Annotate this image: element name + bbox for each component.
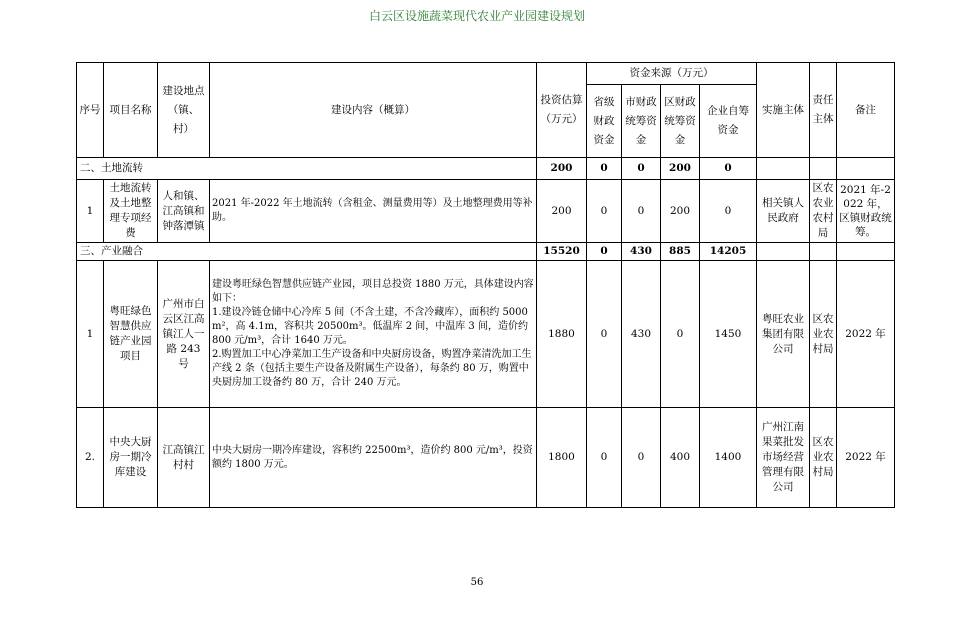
header-seq: 序号 <box>77 63 104 158</box>
section-provincial: 0 <box>587 243 622 261</box>
table-row <box>77 261 895 408</box>
cell-location: 广州市白云区江高镇江人一路 243 号 <box>158 261 210 408</box>
cell-implementer: 粤旺农业集团有限公司 <box>757 261 810 408</box>
section-enterprise: 0 <box>700 158 757 180</box>
section-label: 二、土地流转 <box>77 158 537 180</box>
page-number: 56 <box>470 577 484 588</box>
cell-seq: 1 <box>77 180 104 243</box>
section-row-industry <box>77 243 895 261</box>
section-label: 三、产业融合 <box>77 243 537 261</box>
cell-project: 中央大厨房一期冷库建设 <box>104 408 158 508</box>
cell-seq: 2. <box>77 408 104 508</box>
cell-provincial: 0 <box>587 261 622 408</box>
header-district: 区财政统筹资金 <box>661 85 700 158</box>
cell-district: 400 <box>661 408 700 508</box>
section-row-land <box>77 158 895 180</box>
cell-responsible: 区农农业农村局 <box>810 180 837 243</box>
empty-cell <box>837 243 895 261</box>
cell-project: 粤旺绿色智慧供应链产业园项目 <box>104 261 158 408</box>
header-project: 项目名称 <box>104 63 158 158</box>
empty-cell <box>837 158 895 180</box>
cell-municipal: 0 <box>622 408 661 508</box>
cell-investment: 200 <box>537 180 587 243</box>
document-title: 白云区设施蔬菜现代农业产业园建设规划 <box>368 9 585 23</box>
cell-remarks: 2022 年 <box>837 408 895 508</box>
empty-cell <box>757 158 810 180</box>
table-row <box>77 408 895 508</box>
cell-enterprise: 1450 <box>700 261 757 408</box>
cell-content: 建设粤旺绿色智慧供应链产业园，项目总投资 1880 万元，具体建设内容如下： 1.建设冷链仓储中心冷库 5 间（不含土建，不含冷藏库），面积约 5000 m²，高 4.1m，容积共 20500m³。低温库 2 间，中温库 3 间，造价约 800 元/m³，合计 1640 万元。 2.购置加工中心净菜加工生产设备和中央厨房设备，购置净菜清洗加工生产线 2 条（包括主要生产设备及附属生产设备），每条约 80 万，购置中央厨房加工设备约 80 万，合计 240 万元。 <box>210 261 537 408</box>
section-district: 200 <box>661 158 700 180</box>
header-provincial: 省级财政资金 <box>587 85 622 158</box>
cell-location: 人和镇、江高镇和钟落潭镇 <box>158 180 210 243</box>
empty-cell <box>810 158 837 180</box>
cell-provincial: 0 <box>587 180 622 243</box>
section-municipal: 430 <box>622 243 661 261</box>
header-enterprise: 企业自筹资金 <box>700 85 757 158</box>
cell-investment: 1880 <box>537 261 587 408</box>
cell-implementer: 相关镇人民政府 <box>757 180 810 243</box>
section-provincial: 0 <box>587 158 622 180</box>
budget-table <box>76 62 895 508</box>
section-investment: 200 <box>537 158 587 180</box>
header-row-1 <box>77 63 895 85</box>
cell-remarks: 2022 年 <box>837 261 895 408</box>
cell-content: 2021 年-2022 年土地流转（含租金、测量费用等）及土地整理费用等补助。 <box>210 180 537 243</box>
section-municipal: 0 <box>622 158 661 180</box>
header-content: 建设内容（概算） <box>210 63 537 158</box>
cell-provincial: 0 <box>587 408 622 508</box>
cell-location: 江高镇江村村 <box>158 408 210 508</box>
cell-responsible: 区农业农村局 <box>810 408 837 508</box>
cell-remarks: 2021 年-2022 年，区镇财政统筹。 <box>837 180 895 243</box>
table-row <box>77 180 895 243</box>
empty-cell <box>757 243 810 261</box>
cell-investment: 1800 <box>537 408 587 508</box>
section-enterprise: 14205 <box>700 243 757 261</box>
header-investment: 投资估算（万元） <box>537 63 587 158</box>
cell-project: 土地流转及土地整理专项经费 <box>104 180 158 243</box>
section-district: 885 <box>661 243 700 261</box>
cell-responsible: 区农业农村局 <box>810 261 837 408</box>
cell-enterprise: 1400 <box>700 408 757 508</box>
cell-content: 中央大厨房一期冷库建设，容积约 22500m³，造价约 800 元/m³，投资额约 1800 万元。 <box>210 408 537 508</box>
cell-enterprise: 0 <box>700 180 757 243</box>
header-location: 建设地点（镇、村） <box>158 63 210 158</box>
header-responsible: 责任主体 <box>810 63 837 158</box>
cell-district: 200 <box>661 180 700 243</box>
cell-municipal: 430 <box>622 261 661 408</box>
header-municipal: 市财政统筹资金 <box>622 85 661 158</box>
header-implementer: 实施主体 <box>757 63 810 158</box>
cell-district: 0 <box>661 261 700 408</box>
cell-seq: 1 <box>77 261 104 408</box>
header-remarks: 备注 <box>837 63 895 158</box>
header-funding: 资金来源（万元） <box>587 63 757 85</box>
cell-implementer: 广州江南果菜批发市场经营管理有限公司 <box>757 408 810 508</box>
section-investment: 15520 <box>537 243 587 261</box>
empty-cell <box>810 243 837 261</box>
cell-municipal: 0 <box>622 180 661 243</box>
